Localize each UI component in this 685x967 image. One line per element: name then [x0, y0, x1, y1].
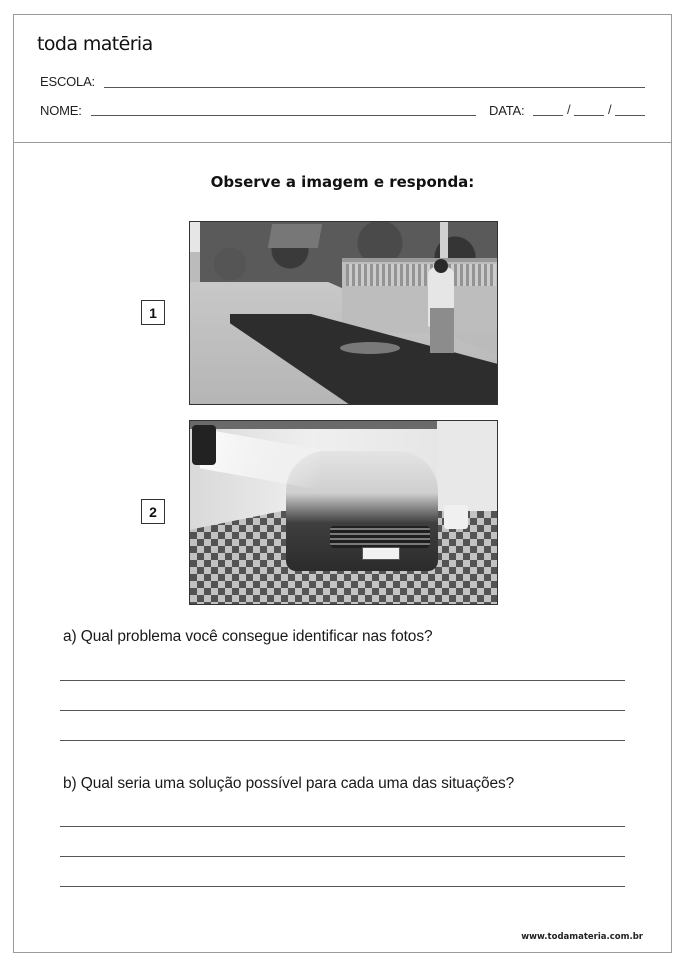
image-number: 2 — [149, 503, 157, 520]
image-number-badge — [141, 499, 165, 524]
answer-line-b2[interactable] — [60, 856, 625, 857]
answer-line-a1[interactable] — [60, 680, 625, 681]
date-day-line[interactable] — [533, 115, 563, 116]
answer-line-b3[interactable] — [60, 886, 625, 887]
footer-website-url: www.todamateria.com.br — [521, 932, 643, 942]
photo-license-plate — [362, 547, 400, 560]
date-label: DATA: — [489, 103, 525, 118]
header-divider — [13, 142, 672, 143]
name-input-line[interactable] — [91, 115, 476, 116]
answer-line-a3[interactable] — [60, 740, 625, 741]
photo-street-washing — [189, 221, 498, 405]
brand-logo: toda matēria — [37, 33, 153, 55]
photo-car-grille — [330, 526, 430, 548]
photo-bucket — [444, 505, 468, 529]
school-input-line[interactable] — [104, 87, 645, 88]
photo-pressure-washer — [192, 425, 216, 465]
answer-line-b1[interactable] — [60, 826, 625, 827]
instruction-heading: Observe a imagem e responda: — [210, 173, 475, 191]
question-a: a) Qual problema você consegue identificar nas fotos? — [63, 628, 433, 645]
photo-wall-pattern — [346, 264, 496, 286]
image-number-badge — [141, 300, 165, 325]
photo-person-head — [434, 259, 448, 273]
photo-water-spray — [340, 342, 400, 354]
date-separator: / — [608, 102, 612, 117]
image-number: 1 — [149, 304, 157, 321]
question-b: b) Qual seria uma solução possível para cada uma das situações? — [63, 775, 515, 792]
name-label: NOME: — [40, 103, 82, 118]
date-year-line[interactable] — [615, 115, 645, 116]
school-label: ESCOLA: — [40, 74, 95, 89]
photo-person-skirt — [430, 308, 454, 353]
date-month-line[interactable] — [574, 115, 604, 116]
photo-car-washing — [189, 420, 498, 605]
date-separator: / — [567, 102, 571, 117]
answer-line-a2[interactable] — [60, 710, 625, 711]
photo-roof — [268, 224, 322, 248]
photo-post — [440, 222, 448, 262]
